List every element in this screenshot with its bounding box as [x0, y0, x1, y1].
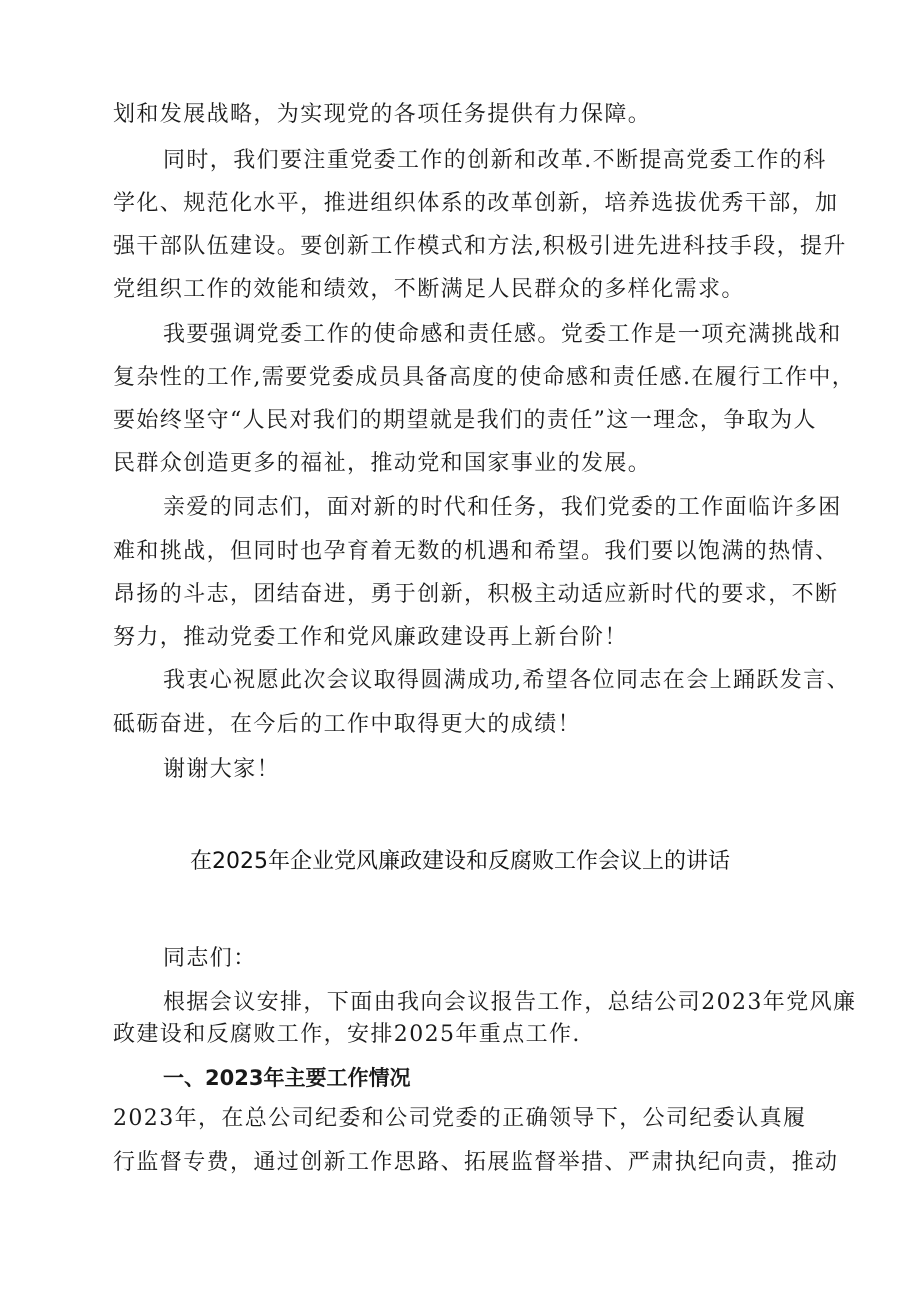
paragraph-line: 强干部队伍建设。要创新工作模式和方法,积极引进先进科技手段，提升 — [113, 234, 847, 259]
paragraph-line: 我衷心祝愿此次会议取得圆满成功,希望各位同志在会上踊跃发言、 — [163, 668, 850, 693]
speech-title: 在2025年企业党风廉政建设和反腐败工作会议上的讲话 — [190, 849, 730, 874]
paragraph-line: 同时，我们要注重党委工作的创新和改革.不断提高党委工作的科 — [163, 148, 827, 173]
section-heading: 一、2023年主要工作情况 — [163, 1066, 411, 1090]
closing-line: 谢谢大家！ — [163, 757, 281, 782]
paragraph-line: 复杂性的工作,需要党委成员具备高度的使命感和责任感.在履行工作中， — [113, 365, 856, 390]
paragraph-line: 我要强调党委工作的使命感和责任感。党委工作是一项充满挑战和 — [163, 322, 842, 347]
paragraph-line: 努力，推动党委工作和党风廉政建设再上新台阶！ — [113, 625, 628, 650]
paragraph-line: 划和发展战略，为实现党的各项任务提供有力保障。 — [113, 102, 652, 127]
paragraph-line: 亲爱的同志们，面对新的时代和任务，我们党委的工作面临许多困 — [163, 495, 842, 520]
paragraph-line: 学化、规范化水平，推进组织体系的改革创新，培养选拔优秀干部，加 — [113, 191, 839, 216]
paragraph-line: 砥砺奋进，在今后的工作中取得更大的成绩！ — [113, 712, 582, 737]
paragraph-line: 要始终坚守“人民对我们的期望就是我们的责任”这一理念，争取为人 — [113, 408, 817, 433]
paragraph-line: 党组织工作的效能和绩效，不断满足人民群众的多样化需求。 — [113, 277, 745, 302]
salutation: 同志们： — [163, 946, 257, 971]
paragraph-line: 行监督专费，通过创新工作思路、拓展监督举措、严肃执纪向责，推动 — [113, 1150, 839, 1175]
paragraph-line: 昂扬的斗志，团结奋进，勇于创新，积极主动适应新时代的要求，不断 — [113, 582, 839, 607]
paragraph-line: 根据会议安排，下面由我向会议报告工作，总结公司2023年党风廉 — [163, 990, 857, 1015]
paragraph-line: 民群众创造更多的福祉，推动党和国家事业的发展。 — [113, 451, 652, 476]
paragraph-line: 难和挑战，但同时也孕育着无数的机遇和希望。我们要以饱满的热情、 — [113, 539, 839, 564]
paragraph-line: 2023年，在总公司纪委和公司党委的正确领导下，公司纪委认真履 — [113, 1106, 807, 1131]
paragraph-line: 政建设和反腐败工作，安排2025年重点工作. — [113, 1022, 581, 1047]
